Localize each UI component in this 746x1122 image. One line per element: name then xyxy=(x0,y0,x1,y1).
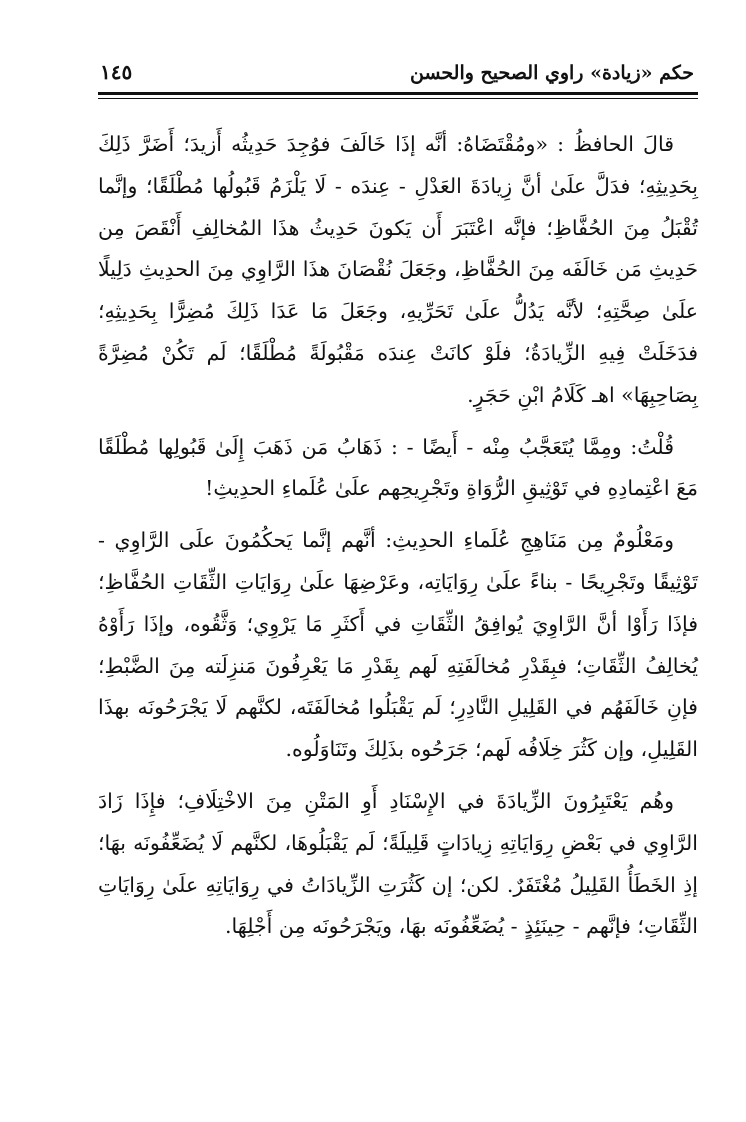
header-rule-thin xyxy=(98,98,698,99)
book-page xyxy=(98,50,698,1090)
paragraph-manahij: ومَعْلُومٌ مِن مَنَاهِجِ عُلَماءِ الحدِيثِ: أنَّهم إنَّما يَحكُمُونَ علَى الرَّاوِي - تَوْثِيقًا وتَجْرِيحًا - بناءً علَىٰ رِوَايَاتِه، وعَرْضِهَا علَىٰ رِوَايَاتِ الثِّقَاتِ الحُفَّاظِ؛ فإذَا رَأَوْا أنَّ الرَّاوِيَ يُوافِقُ الثِّقَاتِ في أَكثَرِ مَا يَرْوِي؛ وَثَّقُوه، وإذَا رَأَوْهُ يُخالِفُ الثِّقَاتِ؛ فبِقَدْرِ مُخالَفَتِهِ لَهم بِقَدْرِ مَا يَعْرِفُونَ مَنزِلَته مِنَ الضَّبْطِ؛ فإنِ خَالَفَهُم في القَلِيلِ النَّادِرِ؛ لَم يَقْبَلُوا مُخالَفَتَه، لكنَّهم لَا يَجْرَحُونَه بهذَا القَلِيلِ، وإن كَثُرَ خِلَافُه لَهم؛ جَرَحُوه بذَلِكَ وتَنَاوَلُوه. xyxy=(98,528,698,762)
header-rule-thick xyxy=(98,92,698,95)
page-number: ١٤٥ xyxy=(100,60,133,84)
running-header xyxy=(98,50,698,86)
page-body xyxy=(98,124,698,958)
paragraph-quote-ibn-hajar: قالَ الحافظُ : «ومُقْتَضَاهُ: أنَّه إذَا خَالَفَ فوُجِدَ حَدِيثُه أَزيدَ؛ أَضَرَّ ذَلِكَ بِحَدِيثِهِ؛ فدَلَّ علَىٰ أنَّ زِيادَةَ العَدْلِ - عِندَه - لَا يَلْزَمُ قَبُولُها مُطْلَقًا؛ وإنَّما تُقْبَلُ مِنَ الحُفَّاظِ؛ فإنَّه اعْتَبَرَ أَن يَكونَ حَدِيثُ هذَا المُخالِفِ أَنْقَصَ مِن حَدِيثِ مَن خَالَفَه مِنَ الحُفَّاظِ، وجَعَلَ نُقْصَانَ هذَا الرَّاوِي مِنَ الحدِيثِ دَلِيلًا علَىٰ صِحَّتِهِ؛ لأنَّه يَدُلُّ علَىٰ تَحَرِّيهِ، وجَعَلَ مَا عَدَا ذَلِكَ مُضِرًّا بِحَدِيثِهِ؛ فدَخَلَتْ فِيهِ الزِّيادَةُ؛ فلَوْ كانَتْ عِندَه مَقْبُولَةً مُطْلَقًا؛ لَم تَكُنْ مُضِرَّةً بِصَاحِبِهَا» اهـ كَلَامُ ابْنِ حَجَرٍ. xyxy=(98,132,698,407)
paragraph-ziyada: وهُم يَعْتَبِرُونَ الزِّيادَةَ في الإِسْنَادِ أَوِ المَتْنِ مِنَ الاخْتِلَافِ؛ فإِذَا زَادَ الرَّاوِي في بَعْضِ رِوَايَاتِهِ زِيادَاتٍ قَلِيلَةً؛ لَم يَقْبَلُوهَا، لكنَّهم لَا يُضَعِّفُونَه بهَا؛ إذِ الخَطَأُ القَلِيلُ مُغْتَفَرٌ. لكن؛ إن كَثُرَتِ الزِّيادَاتُ في رِوَايَاتِهِ علَىٰ رِوَايَاتِ الثِّقَاتِ؛ فإنَّهم - حِينَئِذٍ - يُضَعِّفُونَه بهَا، ويَجْرَحُونَه مِن أَجْلِهَا. xyxy=(98,788,698,939)
header-title: حكم «زيادة» راوي الصحيح والحسن xyxy=(410,62,694,84)
paragraph-qultu: قُلْتُ: ومِمَّا يُتَعَجَّبُ مِنْه - أَيضًا - : ذَهَابُ مَن ذَهَبَ إِلَىٰ قَبُولِها مُطْلَقًا مَعَ اعْتِمادِهِ في تَوْثِيقِ الرُّوَاةِ وتَجْرِيحِهم علَىٰ عُلَماءِ الحدِيثِ! xyxy=(98,434,698,501)
